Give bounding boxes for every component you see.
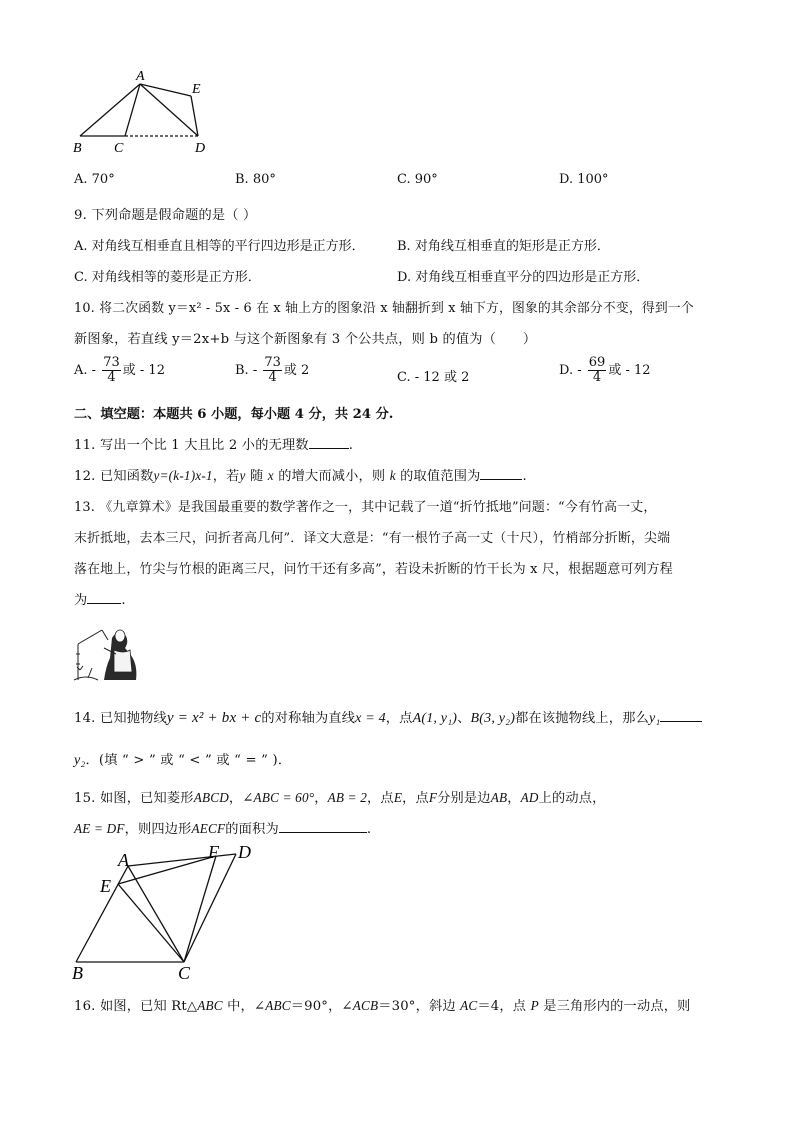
q12: 12. 已知函数y=(k‑1)x‑1，若y 随 x 的增大而减小，则 k 的取值范围为 . bbox=[74, 468, 527, 484]
q9-option-d: D. 对角线互相垂直平分的四边形是正方形． bbox=[397, 270, 650, 285]
q13-line2: 末折抵地，去本三尺，问折者高几何”．译文大意是：“有一根竹子高一丈（十尺），竹梢部分折断，尖端 bbox=[74, 531, 671, 546]
q14-line2: y₂．(填 “ > ” 或 “ < ” 或 “ = ” )． bbox=[74, 753, 292, 768]
label-E: E bbox=[100, 876, 111, 896]
section-heading: 二、填空题：本题共 6 小题，每小题 4 分，共 24 分. bbox=[74, 407, 394, 422]
q10-option-b: B. ‑ $\frac{73}{4}$ 或 2 bbox=[235, 355, 310, 385]
label-C: C bbox=[114, 141, 124, 156]
q14-line1: 14. 已知抛物线y = x² + bx + c的对称轴为直线x = 4，点A(1, y₁)、B(3, y₂)都在该抛物线上，那么y₁ bbox=[74, 707, 702, 727]
q13-line4: 为 . bbox=[74, 593, 126, 608]
label-D: D bbox=[195, 141, 206, 156]
answer-blank bbox=[480, 467, 522, 480]
answer-blank bbox=[309, 436, 349, 449]
q10-option-d: D. ‑ $\frac{69}{4}$ 或 ‑ 12 bbox=[559, 355, 651, 385]
q8-option-d: D. 100° bbox=[559, 172, 609, 187]
label-A: A bbox=[136, 69, 145, 84]
answer-blank bbox=[87, 591, 121, 604]
q8-option-b: B. 80° bbox=[235, 172, 276, 187]
q15-line2: AE = DF，则四边形AECF的面积为 . bbox=[74, 821, 372, 837]
q10-line2: 新图象，若直线 y＝2x+b 与这个新图象有 3 个公共点，则 b 的值为（ ） bbox=[74, 332, 537, 347]
label-F: F bbox=[208, 842, 219, 862]
answer-blank bbox=[660, 709, 702, 722]
q9-option-c: C. 对角线相等的菱形是正方形． bbox=[74, 270, 261, 285]
q15-line1: 15. 如图，已知菱形ABCD，∠ABC = 60°，AB = 2，点E，点F分别是边AB，AD上的动点， bbox=[74, 790, 606, 806]
q9-option-b: B. 对角线互相垂直的矩形是正方形． bbox=[397, 239, 610, 254]
q9-option-a: A. 对角线互相垂直且相等的平行四边形是正方形． bbox=[74, 239, 365, 254]
q11: 11. 写出一个比 1 大且比 2 小的无理数 . bbox=[74, 438, 354, 453]
label-E: E bbox=[192, 82, 201, 97]
q10-option-c: C. ‑ 12 或 2 bbox=[397, 370, 470, 385]
q8-figure bbox=[70, 64, 220, 156]
q13-line3: 落在地上，竹尖与竹根的距离三尺，问竹干还有多高”，若设未折断的竹干长为 x 尺，根据题意可列方程 bbox=[74, 562, 673, 577]
q8-option-a: A. 70° bbox=[74, 172, 115, 187]
q10-option-a: A. ‑ $\frac{73}{4}$ 或 ‑ 12 bbox=[74, 355, 165, 385]
label-B: B bbox=[73, 141, 82, 156]
bamboo-illustration bbox=[72, 624, 144, 682]
label-A: A bbox=[118, 850, 129, 870]
label-C: C bbox=[178, 963, 191, 982]
q9-stem: 9. 下列命题是假命题的是（ ） bbox=[74, 208, 257, 223]
answer-blank bbox=[279, 820, 367, 833]
label-B: B bbox=[72, 963, 83, 982]
q16-line1: 16. 如图，已知 Rt△ABC 中，∠ABC＝90°，∠ACB＝30°，斜边 AC＝4，点 P 是三角形内的一动点，则 bbox=[74, 998, 691, 1014]
q15-figure bbox=[68, 840, 278, 982]
label-D: D bbox=[238, 842, 251, 862]
q13-line1: 13. 《九章算术》是我国最重要的数学著作之一，其中记载了一道“折竹抵地”问题：“今有竹高一丈， bbox=[74, 500, 657, 515]
q10-line1: 10. 将二次函数 y＝x² ‑ 5x ‑ 6 在 x 轴上方的图象沿 x 轴翻折到 x 轴下方，图象的其余部分不变，得到一个 bbox=[74, 301, 694, 316]
q8-option-c: C. 90° bbox=[397, 172, 438, 187]
